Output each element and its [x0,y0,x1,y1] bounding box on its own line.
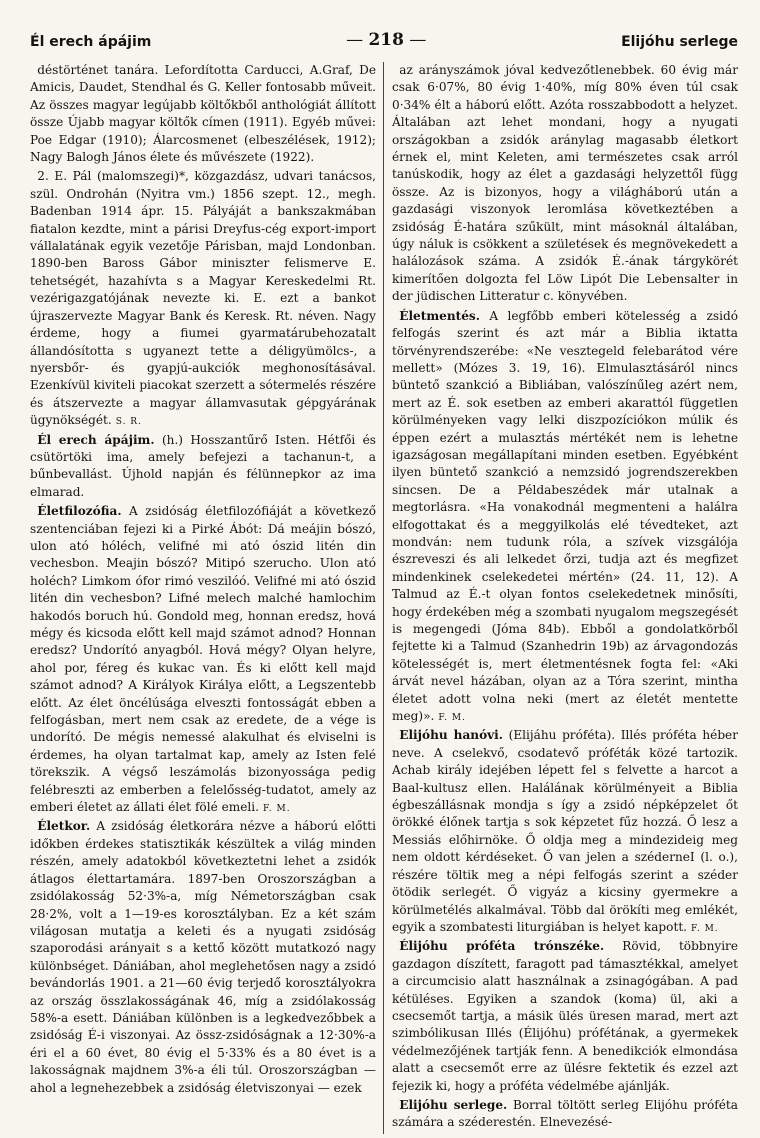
entry-paragraph [30,503,376,818]
author-initials: F. M. [262,804,291,815]
entry-paragraph [392,1097,738,1134]
entry-headword: Életfilozófia. [37,504,122,519]
entry-headword: Elijóhu serlege. [399,1097,508,1112]
entry-paragraph [392,308,738,728]
entry-text: A zsidóság életfilozófiáját a következő szentenciában fejezi ki a Pirké Ábót: Dá meájin bószó, ulon ató hóléch, velifné mi ató ószid litén din vechesbon. Meajin bószó? Mitipó szerucho. Ulon ató holéch? Limkom ófor rimó veszilóó. Velifné mi ató ószid litén din vechesbon? Lifné melech malché hamlochim hakodós boruch hú. Gondold meg, honnan eredsz, hová mégy és kicsoda előtt kell majd számot adnod? Honnan eredsz? Undorító anyagból. Hová mégy? Olyan helyre, ahol por, féreg és kukac van. És ki előtt kell majd számot adnod? A Királyok Királya előtt, a Legszentebb előtt. Az élet öncélúsága elveszti fontosságát ebben a felfogásban, mert nem csak az eredete, de a vége is undorító. De mégis nemessé alakulhat és elviselni is érdemes, ha olyan tartalmat kap, amely az Isten felé törekszik. A végső leszámolás bizonyossága pedig felébreszti az emberben a felelősség-tudatot, amely az emberi életet az állati élet fölé emeli. [30,504,376,815]
entry-text: az arányszámok jóval kedvezőtlenebbek. 60 évig már csak 6·07%, 80 évig 1·40%, míg 80% éven túl csak 0·34% élt a háború előtt. Azóta rosszabbodott a helyzet. Általában azt lehet mondani, hogy a nyugati országokban a zsidók aránylag magasabb életkort érnek el, mint Keleten, ami természetes csak arról tanúskodik, hogy az élet a gazdasági helyzettől függ össze. Az is bizonyos, hogy a világháború után a gazdasági viszonyok leromlása következtében a zsidóság É-határa szűkült, mint másoknál általában, úgy náluk is csökkent a születések és megnövekedett a halálozások száma. A zsidók É.-ának tárgykörét kimerítően dolgozta fel Löw Lipót Die Lebensalter in der jüdischen Litteratur c. könyvében. [392,63,738,304]
header-left: Él erech ápájim [30,34,152,50]
entry-text: déstörténet tanára. Lefordította Carducci, A.Graf, De Amicis, Daudet, Stendhal és G. Keller fontosabb műveit. Az összes magyar legújabb költőkből anthológiát állított össze Újabb magyar költők címen (1911). Egyéb művei: Poe Edgar (1910); Álarcosmenet (elbeszélések, 1912); Nagy Balogh János élete és művészete (1922). [30,63,376,165]
entry-paragraph [30,818,376,1099]
entry-text: (h.) Hosszantűrő Isten. Hétfői és csütörtöki ima, amely befejezi a tachanun-t, a bűnbevallást. Újhold napján és félünnepkor az ima elmarad. [30,432,376,499]
author-initials: F. M. [691,923,719,934]
entry-paragraph [392,62,738,308]
entry-text: A zsidóság életkorára nézve a háború előtti időkben érdekes statisztikák készültek a világ minden részén, amely adatokból következtetni lehet a zsidók átlagos élettartamára. 1897-ben Oroszországban a zsidólakosság 52·3%-a, míg Németországban csak 28·2%, volt a 1—19-es korosztályban. Ez a két szám világosan mutatja a keleti és a nyugati zsidóság szaporodási arányait s a kettő között mutatkozó nagy különbséget. Dániában, ahol meglehetősen nagy a zsidó bevándorlás 1901. a 21—60 évig terjedő korosztályokra az ország összlakosságának 46, míg a zsidólakosság 58%-a esett. Dániában különben is a legkedvezőbbek a zsidóság É-i viszonyai. Az össz-zsidóságnak a 12·30%-a éri el a 60 évet, 80 évig el 5·33% és a 80 évet is a lakosságnak majdnem 3%-a éli túl. Oroszországban — ahol a legnehezebbek a zsidóság életviszonyai — ezek [30,819,376,1095]
author-initials: S. R. [115,417,142,428]
entry-headword: Él erech ápájim. [37,432,155,447]
entry-text: A legfőbb emberi kötelesség a zsidó felfogás szerint és azt már a Biblia iktatta törvényrendszerébe: «Ne vesztegeld felebarátod vére mellett» (Mózes 3. 19, 16). Elmulasztásáról nincs büntető szankció a Bibliában, valószínűleg azért nem, mert az É. sok esetben az emberi akarattól független körülményeken vagy lelki diszpozíciókon múlik és éppen ezért a mulasztás mértékét nem is lehetne igazságosan megállapítani minden esetben. Egyébként ilyen büntető szankció a nemzsidó jogrendszerekben sincsen. De a Példabeszédek már utalnak a megtorlásra. «Ha vonakodnál megmenteni a halálra elfogottakat és a meggyilkolás elé tévedteket, azt mondván: nem tudunk róla, a szívek vizsgálója észreveszi és ali lelkedet őrzi, tudja azt és megfizet mindenkinek cselekedetei mértén» (24. 11, 12). A Talmud az É.-t olyan fontos cselekedetnek minősíti, hogy érdekében még a szombati nyugalom megszegését is megengedi (Jóma 84b). Ebből a gondolatkörből fejtette ki a Talmud (Szanhedrin 19b) az árvagondozás kötelességét is, mert életmentésnek fogta fel: «Aki árvát nevel házában, olyan az a Tóra szerint, mintha életet adott volna neki (mert az életét mentette meg)». [392,308,738,724]
header-right: Elijóhu serlege [621,34,738,50]
entry-headword: Elijóhu hanóvi. [399,728,503,743]
entry-text: Borral töltött serleg Elijóhu próféta számára a széderestén. Elnevezésé- [392,1097,738,1130]
entry-paragraph [30,62,376,168]
entry-text: Rövid, többnyire gazdagon díszített, faragott pad támasztékkal, amelyet a circumcisio alatt használnak a zsinagógában. A pad kétüléses. Egyiken a szandok (koma) ül, aki a csecsemőt tartja, a másik ülés üresen marad, mert azt szimbólikusan Illés (Élijóhu) prófétának, a gyermekek védelmezőjének tartják fenn. A benedikciók elmondása alatt a csecsemőt erre az ülésre fektetik és ezzel azt fejezik ki, hogy a próféta védelmébe ajánlják. [392,939,738,1093]
author-initials: F. M. [438,713,466,724]
entry-text: (Elijáhu próféta). Illés próféta héber neve. A cselekvő, csodatevő próféták közé tartozik. Achab király idejében lépett fel s felvette a harcot a Baal-kultusz ellen. Halálának körülményeit a Biblia égbeszállásnak mondja s így a zsidó népképzelet őt örökké élőnek tartja s sok képzetet fűz hozzá. Ő lesz a Messiás előhirnöke. Ő oldja meg a mindezideig meg nem oldott kérdéseket. Ő van jelen a széderneI (l. o.), részére töltik meg a népi felfogás szerint a széder ötödik serlegét. Ő vigyáz a kicsiny gyermekre a körülmetélés alkalmával. Több dal örökíti meg emlékét, egyik a szombatesti liturgiában is helyet kapott. [392,728,738,934]
entry-text: 2. E. Pál (malomszegi)*, közgazdász, udvari tanácsos, szül. Ondrohán (Nyitra vm.) 1856 szept. 12., megh. Badenban 1914 ápr. 15. Pályáját a bankszakmában fiatalon kezdte, mint a párisi Dreyfus-cég export-import vállalatának egyik vezetője Párisban, majd Londonban. 1890-ben Baross Gábor miniszter felismerve E. tehetségét, hazahívta s a Magyar Kereskedelmi Rt. vezérigazgatójának nevezte ki. E. ezt a bankot újraszervezte Magyar Bank és Keresk. Rt. néven. Nagy érdeme, hogy a fiumei gyarmatárubehozatalt állandósította s ugyanezt tette a déligyümölcs-, a nyersbőr- és gyapjú-aukciók meghonosításával. Ezenkívül kiviteli piacokat szerzett a sótermelés részére és átszervezte a magyar államvasutak gépgyárának ügynökségét. [30,169,376,428]
text-columns [30,62,738,1130]
page-number: — 218 — [346,30,426,50]
entry-paragraph [392,727,738,938]
entry-headword: Élijóhu próféta trónszéke. [399,939,605,954]
entry-paragraph [30,432,376,504]
entry-paragraph [392,938,738,1097]
entry-paragraph [30,168,376,431]
left-column [30,62,376,1134]
entry-headword: Életmentés. [399,308,480,323]
entry-headword: Életkor. [37,819,91,834]
running-header [30,24,738,50]
right-column [392,62,738,1134]
